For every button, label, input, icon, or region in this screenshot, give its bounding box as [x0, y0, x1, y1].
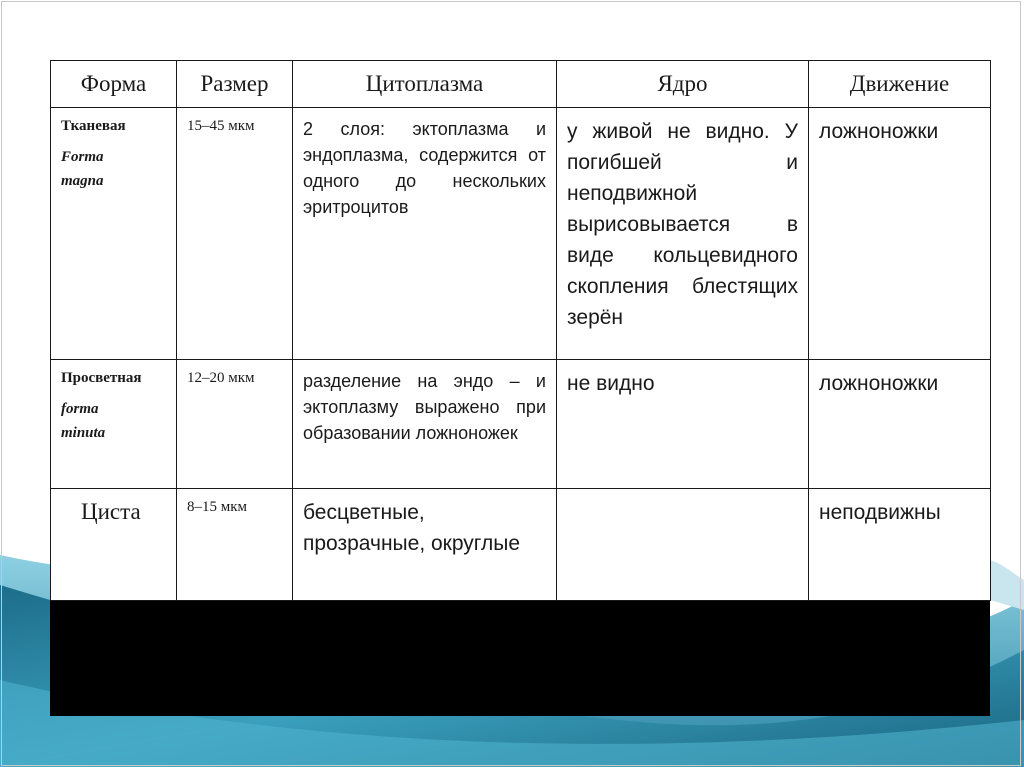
nucleus-text: у живой не видно. У погибшей и неподвижной вырисовывается в виде кольцевидного скопления блестящих зерён: [567, 120, 798, 329]
cell-cytoplasm: [293, 489, 557, 601]
form-latin: Forma magna: [61, 149, 104, 189]
cell-nucleus: [557, 489, 809, 601]
cell-size: [177, 108, 293, 360]
nucleus-text: не видно: [567, 372, 655, 395]
table-row: [51, 360, 991, 489]
cell-form: [51, 108, 177, 360]
cell-movement: [809, 489, 991, 601]
form-name: Тканевая: [61, 118, 126, 134]
size-value: 8–15 мкм: [187, 499, 248, 515]
size-value: 15–45 мкм: [187, 118, 255, 134]
cell-size: [177, 360, 293, 489]
cell-cytoplasm: [293, 360, 557, 489]
header-cytoplasm: Цитоплазма: [293, 61, 557, 108]
cell-form: [51, 489, 177, 601]
form-latin: forma minuta: [61, 401, 106, 441]
cytoplasm-text: 2 слоя: эктоплазма и эндоплазма, содержится от одного до нескольких эритроцитов: [303, 119, 546, 217]
table-row: [51, 489, 991, 601]
header-movement: Движение: [809, 61, 991, 108]
form-name: Просветная: [61, 370, 142, 386]
cell-movement: [809, 108, 991, 360]
table-row: [51, 108, 991, 360]
nucleus-text: [557, 489, 808, 497]
movement-text: ложноножки: [819, 120, 939, 143]
header-row: [51, 61, 991, 108]
cell-size: [177, 489, 293, 601]
cytoplasm-text: разделение на эндо – и эктоплазму выражено при образовании ложноножек: [303, 371, 546, 443]
header-size: Размер: [177, 61, 293, 108]
header-nucleus: Ядро: [557, 61, 809, 108]
cell-cytoplasm: [293, 108, 557, 360]
cell-nucleus: [557, 108, 809, 360]
size-value: 12–20 мкм: [187, 370, 255, 386]
cell-form: [51, 360, 177, 489]
cell-nucleus: [557, 360, 809, 489]
black-block: [50, 598, 990, 716]
form-name: Циста: [81, 499, 141, 524]
header-form: Форма: [51, 61, 177, 108]
amoeba-forms-table: [50, 60, 991, 601]
movement-text: неподвижны: [819, 501, 941, 524]
cell-movement: [809, 360, 991, 489]
cytoplasm-text: бесцветные, прозрачные, округлые: [303, 501, 521, 555]
movement-text: ложноножки: [819, 372, 939, 395]
